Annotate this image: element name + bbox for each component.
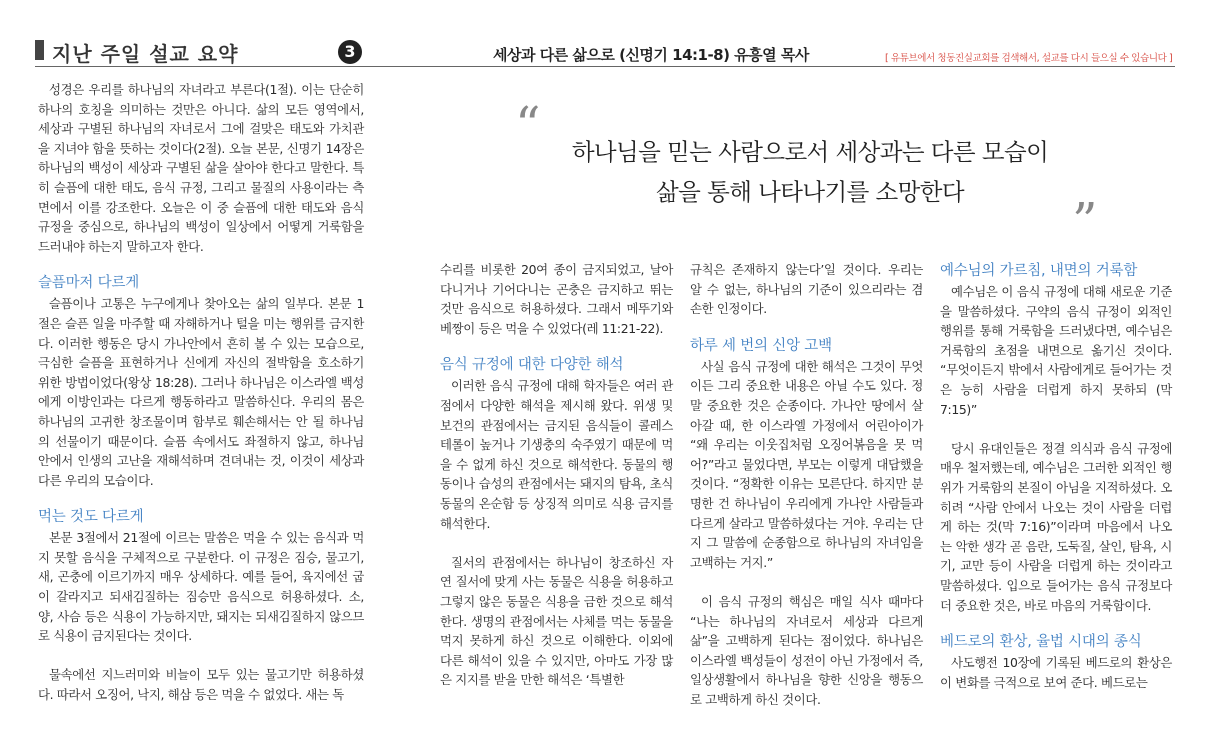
paragraph: 당시 유대인들은 정결 의식과 음식 규정에 매우 철저했는데, 예수님은 그러한 외적인 행위가 거룩함의 본질이 아님을 지적하셨다. 오히려 “사람 안에서 나오는 것이 사람을 더럽게 하는 것(막 7:16)”이라며 마음에서 나오는 악한 생각 곧 음란, 도둑질, 살인, 탐욕, 시기, 교만 등이 사람을 더럽게 하는 것이라고 말씀하셨다. 입으로 들어가는 음식 규정보다 더 중요한 것은, 바로 마음의 거룩함이다. xyxy=(940,440,1172,613)
pull-quote xyxy=(545,132,1075,212)
paragraph: 규칙은 존재하지 않는다’일 것이다. 우리는 알 수 없는, 하나님의 기준이 있으리라는 겸손한 인정이다. xyxy=(690,262,923,317)
sermon-title: 세상과 다른 삶으로 (신명기 14:1-8) 유흥열 목사 xyxy=(493,46,809,64)
open-quote-mark: “ xyxy=(515,96,541,154)
paragraph: 사실 음식 규정에 대한 해석은 그것이 무엇이든 그리 중요한 내용은 아닐 수도 있다. 정말 중요한 것은 순종이다. 가나안 땅에서 살아갈 때, 한 이스라엘 가정에서 어린아이가 “왜 우리는 이웃집처럼 오징어볶음을 못 먹어?”라고 물었다면, 부모는 이렇게 대답했을 것이다. “정확한 이유는 모른단다. 하지만 분명한 건 하나님이 우리에게 가나안 사람들과 다르게 살라고 말씀하셨다는 거야. 우리는 단지 그 말씀에 순종함으로 하나님의 자녀임을 고백하는 거지.” xyxy=(690,358,923,570)
paragraph: 슬픔이나 고통은 누구에게나 찾아오는 삶의 일부다. 본문 1절은 슬픈 일을 마주할 때 자해하거나 털을 미는 행위를 금지한다. 이러한 행동은 당시 가나안에서 흔히 볼 수 있는 모습으로, 극심한 슬픔을 표현하거나 신에게 자신의 절박함을 호소하기 위한 방법이었다(왕상 18:28). 그러나 하나님은 이스라엘 백성에게 이방인과는 다르게 행동하라고 말씀하신다. 우리의 몸은 하나님의 고귀한 창조물이며 함부로 훼손해서는 안 될 하나님의 선물이기 때문이다. 슬픔 속에서도 좌절하지 않고, 하나님 안에서 인생의 고난을 재해석하며 견뎌내는 것, 이것이 세상과 다른 우리의 모습이다. xyxy=(38,296,364,488)
subheading-peter-vision: 베드로의 환상, 율법 시대의 종식 xyxy=(940,634,1142,651)
paragraph: 이러한 음식 규정에 대해 학자들은 여러 관점에서 다양한 해석을 제시해 왔다. 위생 및 보건의 관점에서는 금지된 음식들이 콜레스테롤이 높거나 기생충의 숙주였기 때문에 먹을 수 없게 하신 것으로 해석한다. 동물의 행동이나 습성의 관점에서는 돼지의 탐욕, 초식 동물의 온순함 등 상징적 의미로 식용 금지를 해석한다. xyxy=(440,378,673,531)
header-divider xyxy=(35,66,1175,67)
paragraph: 질서의 관점에서는 하나님이 창조하신 자연 질서에 맞게 사는 동물은 식용을 허용하고 그렇지 않은 동물은 식용을 금한 것으로 해석한다. 생명의 관점에서는 사체를 먹는 동물을 먹지 못하게 하신 것으로 이해한다. 이외에 다른 해석이 있을 수 있지만, 아마도 가장 많은 지지를 받을 만한 해석은 ‘특별한 xyxy=(440,554,673,688)
paragraph: 본문 3절에서 21절에 이르는 말씀은 먹을 수 있는 음식과 먹지 못할 음식을 구체적으로 구분한다. 이 규정은 짐승, 물고기, 새, 곤충에 이르기까지 매우 상세하다. 예를 들어, 육지에선 굽이 갈라지고 되새김질하는 짐승만 음식으로 허용하셨다. 소, 양, 사슴 등은 식용이 가능하지만, 돼지는 되새김질하지 않으므로 식용이 금지된다는 것이다. xyxy=(38,530,364,644)
close-quote-mark: ” xyxy=(1072,192,1098,250)
page-number-badge: 3 xyxy=(338,40,362,64)
paragraph: 이 음식 규정의 핵심은 매일 식사 때마다 “나는 하나님의 자녀로서 세상과 다르게 삶”을 고백하게 된다는 점이었다. 하나님은 이스라엘 백성들이 성전이 아닌 가정에서 즉, 일상생활에서 하나님을 향한 신앙을 행동으로 고백하게 하신 것이다. xyxy=(690,593,923,707)
subheading-sorrow: 슬픔마저 다르게 xyxy=(38,275,140,292)
column-3 xyxy=(690,260,923,709)
subheading-interpretations: 음식 규정에 대한 다양한 해석 xyxy=(440,357,624,374)
column-2 xyxy=(440,260,673,690)
section-marker xyxy=(35,40,44,60)
column-4 xyxy=(940,260,1172,692)
subheading-confession: 하루 세 번의 신앙 고백 xyxy=(690,337,832,354)
column-1 xyxy=(38,80,364,705)
page-header xyxy=(0,0,1209,70)
pull-quote-line: 삶을 통해 나타나기를 소망한다 xyxy=(656,178,964,206)
youtube-note: [ 유튜브에서 청동진실교회를 검색해서, 설교를 다시 들으실 수 있습니다 ] xyxy=(885,53,1173,64)
paragraph: 예수님은 이 음식 규정에 대해 새로운 기준을 말씀하셨다. 구약의 음식 규정이 외적인 행위를 통해 거룩함을 드러냈다면, 예수님은 거룩함의 초점을 내면으로 옮기신 것이다. “무엇이든지 밖에서 사람에게로 들어가는 것은 능히 사람을 더럽게 하지 못하되 (막 7:15)” xyxy=(940,284,1172,417)
paragraph: 사도행전 10장에 기록된 베드로의 환상은 이 변화를 극적으로 보여 준다. 베드로는 xyxy=(940,655,1172,690)
paragraph: 물속에선 지느러미와 비늘이 모두 있는 물고기만 허용하셨다. 따라서 오징어, 낙지, 해삼 등은 먹을 수 없었다. 새는 독 xyxy=(38,667,364,703)
intro-paragraph: 성경은 우리를 하나님의 자녀라고 부른다(1절). 이는 단순히 하나의 호칭을 의미하는 것만은 아니다. 삶의 모든 영역에서, 세상과 구별된 하나님의 자녀로서 그에 걸맞은 태도와 가치관을 지녀야 함을 뜻하는 것이다(2절). 오늘 본문, 신명기 14장은 하나님의 백성이 세상과 구별된 삶을 살아야 한다고 말한다. 특히 슬픔에 대한 태도, 음식 규정, 그리고 물질의 사용이라는 측면에서 이를 강조한다. 오늘은 이 중 슬픔에 대한 태도와 음식 규정을 중심으로, 하나님의 백성이 일상에서 어떻게 거룩함을 드러내야 하는지 말하고자 한다. xyxy=(38,82,364,254)
subheading-jesus-teaching: 예수님의 가르침, 내면의 거룩함 xyxy=(940,263,1138,279)
subheading-eating: 먹는 것도 다르게 xyxy=(38,509,144,526)
section-title: 지난 주일 설교 요약 xyxy=(52,42,239,66)
paragraph: 수리를 비롯한 20여 종이 금지되었고, 날아다니거나 기어다니는 곤충은 금지하고 뛰는 것만 음식으로 허용하셨다. 그래서 메뚜기와 베짱이 등은 먹을 수 있었다(레 11:21-22). xyxy=(440,262,673,336)
pull-quote-line: 하나님을 믿는 사람으로서 세상과는 다른 모습이 xyxy=(571,138,1049,166)
